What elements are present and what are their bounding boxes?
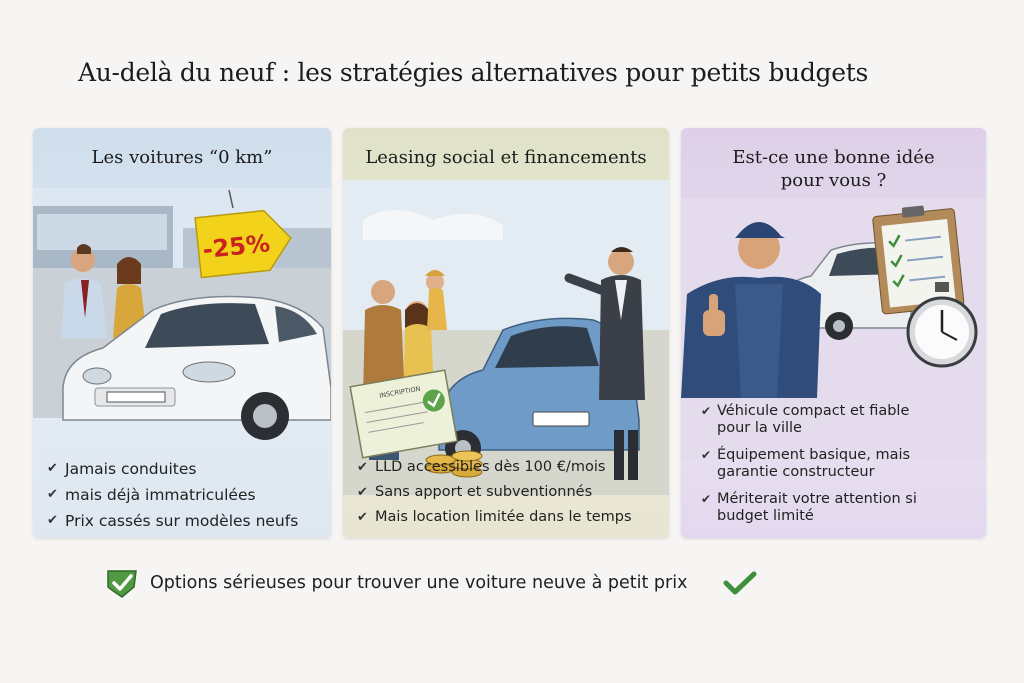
dealership-illustration (33, 188, 331, 488)
list-item: ✔ mais déjà immatriculées (47, 482, 298, 508)
card3-bullets (701, 403, 917, 535)
list-item: ✔ Jamais conduites (47, 456, 298, 482)
checkmark-icon (723, 570, 757, 596)
list-item: ✔ Prix cassés sur modèles neufs (47, 508, 298, 534)
list-item: ✔ Mais location limitée dans le temps (357, 505, 632, 530)
card-title: Est-ce une bonne idée pour vous ? (732, 147, 935, 191)
list-item: ✔ LLD accessibles dès 100 €/mois (357, 455, 632, 480)
checkmark-icon: ✔ (357, 460, 368, 475)
list-item: ✔ Sans apport et subventionnés (357, 480, 632, 505)
shield-check-icon (104, 567, 140, 599)
list-item: ✔ Véhicule compact et fiable pour la ville (701, 403, 910, 436)
checkmark-icon: ✔ (47, 487, 58, 502)
list-item: ✔ Mériterait votre attention si budget limité (701, 491, 917, 524)
checkmark-icon: ✔ (47, 461, 58, 476)
checkmark-icon: ✔ (357, 485, 368, 500)
page-title: Au-delà du neuf : les stratégies alternatives pour petits budgets (78, 58, 869, 87)
contract-document-icon (350, 370, 457, 458)
card2-bullets (357, 455, 632, 530)
price-tag-label: -25% (201, 229, 272, 265)
card-title: Les voitures “0 km” (91, 147, 273, 168)
leasing-illustration (343, 180, 669, 495)
list-item: ✔ Équipement basique, mais garantie constructeur (701, 447, 911, 480)
checkmark-icon: ✔ (701, 492, 712, 506)
card-zero-km (33, 128, 331, 538)
contract-label: INSCRIPTION (378, 384, 422, 400)
card-leasing (343, 128, 669, 538)
card-good-idea (681, 128, 986, 538)
footer-banner (104, 566, 884, 600)
footer-text: Options sérieuses pour trouver une voiture neuve à petit prix (150, 573, 688, 593)
card-title: Leasing social et financements (365, 147, 647, 168)
checkmark-icon: ✔ (701, 448, 712, 462)
checkmark-icon: ✔ (47, 513, 58, 528)
card1-bullets (47, 456, 298, 534)
checkmark-icon: ✔ (357, 510, 368, 525)
checkmark-icon: ✔ (701, 404, 712, 418)
